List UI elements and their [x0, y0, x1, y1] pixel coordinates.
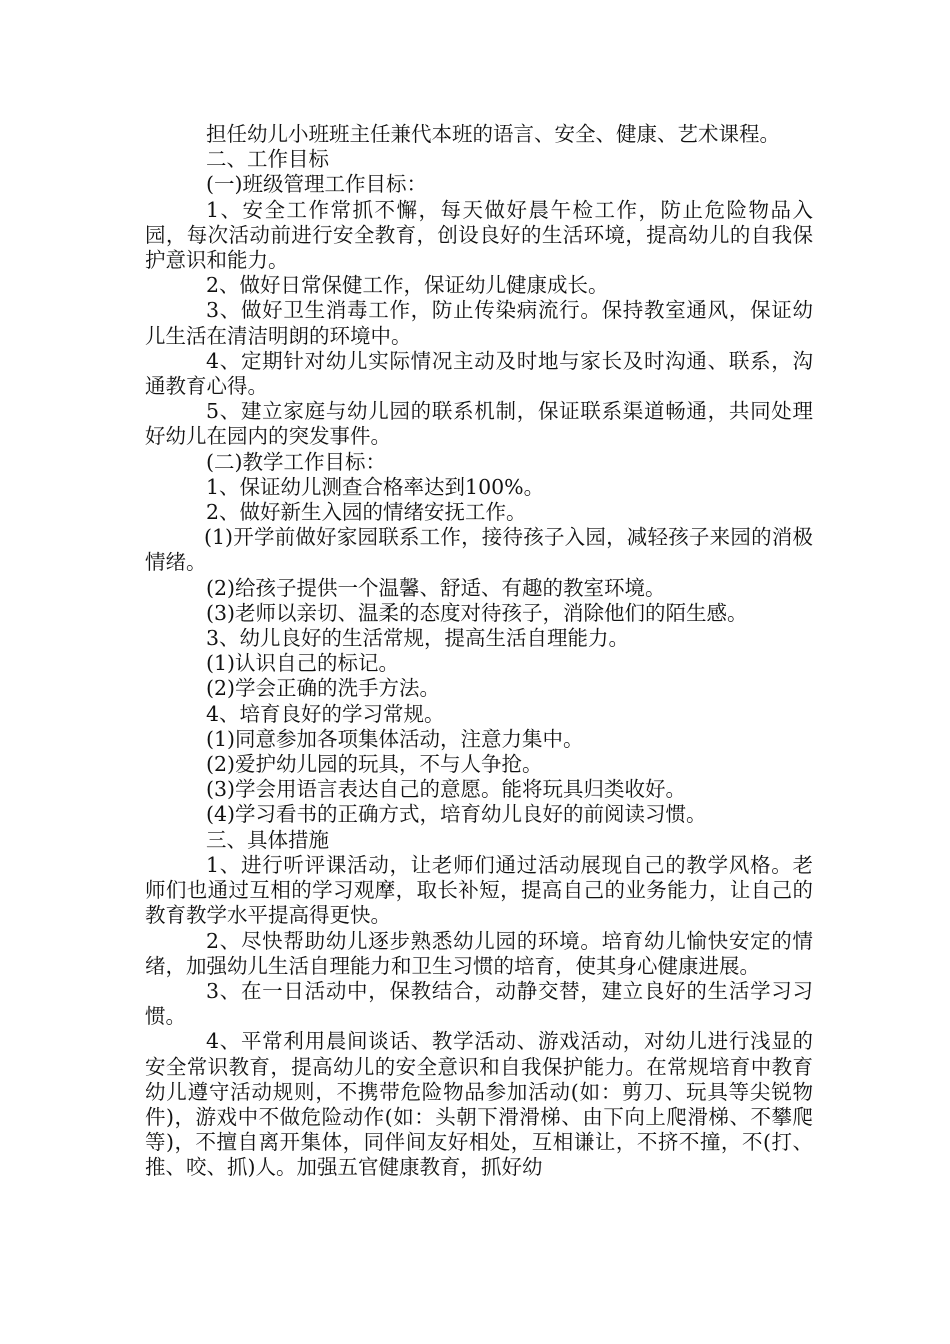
- paragraph-hand-washing: (2)学会正确的洗手方法。: [206, 676, 441, 701]
- paragraph-care-for-toys: (2)爱护幼儿园的玩具，不与人争抢。: [206, 752, 543, 777]
- paragraph-express-wishes: (3)学会用语言表达自己的意愿。能将玩具归类收好。: [206, 777, 687, 802]
- paragraph-teaching-assignment: 担任幼儿小班班主任兼代本班的语言、安全、健康、艺术课程。: [206, 122, 780, 146]
- paragraph-living-routine: 3、幼儿良好的生活常规，提高生活自理能力。: [206, 626, 630, 651]
- paragraph-teacher-attitude: (3)老师以亲切、温柔的态度对待孩子，消除他们的陌生感。: [206, 600, 748, 625]
- paragraph-pre-term-contact: (1)开学前做好家园联系工作，接待孩子入园，减轻孩子来园的消极情绪。: [145, 525, 813, 575]
- paragraph-pass-rate: 1、保证幼儿测查合格率达到100%。: [206, 474, 545, 499]
- paragraph-recognize-marks: (1)认识自己的标记。: [206, 651, 400, 676]
- heading-work-goals: 二、工作目标: [206, 147, 329, 172]
- paragraph-new-student-settling: 2、做好新生入园的情绪安抚工作。: [206, 500, 527, 525]
- paragraph-parent-communication: 4、定期针对幼儿实际情况主动及时地与家长及时沟通、联系，沟通教育心得。: [145, 348, 813, 399]
- document-body: [145, 122, 813, 1181]
- subheading-teaching-goals: (二)教学工作目标：: [206, 449, 386, 474]
- paragraph-daily-activities: 3、在一日活动中，保教结合，动静交替，建立良好的生活学习习惯。: [145, 978, 813, 1029]
- paragraph-lesson-observation: 1、进行听评课活动，让老师们通过活动展现自己的教学风格。老师们也通过互相的学习观摩，取长补短，提高自己的业务能力，让自己的教育教学水平提高得更快。: [145, 852, 813, 928]
- paragraph-safety-work: 1、安全工作常抓不懈，每天做好晨午检工作，防止危险物品入园，每次活动前进行安全教育，创设良好的生活环境，提高幼儿的自我保护意识和能力。: [145, 197, 813, 273]
- paragraph-group-activities: (1)同意参加各项集体活动，注意力集中。: [206, 726, 584, 751]
- heading-specific-measures: 三、具体措施: [206, 827, 329, 852]
- paragraph-health-care: 2、做好日常保健工作，保证幼儿健康成长。: [206, 273, 609, 298]
- paragraph-reading-habits: (4)学习看书的正确方式，培育幼儿良好的前阅读习惯。: [206, 802, 707, 827]
- paragraph-learning-routine: 4、培育良好的学习常规。: [206, 701, 445, 726]
- paragraph-home-school-mechanism: 5、建立家庭与幼儿园的联系机制，保证联系渠道畅通，共同处理好幼儿在园内的突发事件。: [145, 399, 813, 449]
- paragraph-classroom-environment: (2)给孩子提供一个温馨、舒适、有趣的教室环境。: [206, 575, 666, 600]
- paragraph-familiarize-environment: 2、尽快帮助幼儿逐步熟悉幼儿园的环境。培育幼儿愉快安定的情绪，加强幼儿生活自理能力和卫生习惯的培育，使其身心健康进展。: [145, 928, 813, 978]
- subheading-class-management-goals: (一)班级管理工作目标：: [206, 172, 427, 197]
- paragraph-hygiene-disinfection: 3、做好卫生消毒工作，防止传染病流行。保持教室通风，保证幼儿生活在清洁明朗的环境中。: [145, 298, 813, 348]
- paragraph-safety-education: 4、平常利用晨间谈话、教学活动、游戏活动，对幼儿进行浅显的安全常识教育，提高幼儿的安全意识和自我保护能力。在常规培育中教育幼儿遵守活动规则，不携带危险物品参加活动(如：剪刀、玩具等尖锐物件)，游戏中不做危险动作(如：头朝下滑滑梯、由下向上爬滑梯、不攀爬等)，不擅自离开集体，同伴间友好相处，互相谦让，不挤不撞，不(打、推、咬、抓)人。加强五官健康教育，抓好幼: [145, 1029, 813, 1180]
